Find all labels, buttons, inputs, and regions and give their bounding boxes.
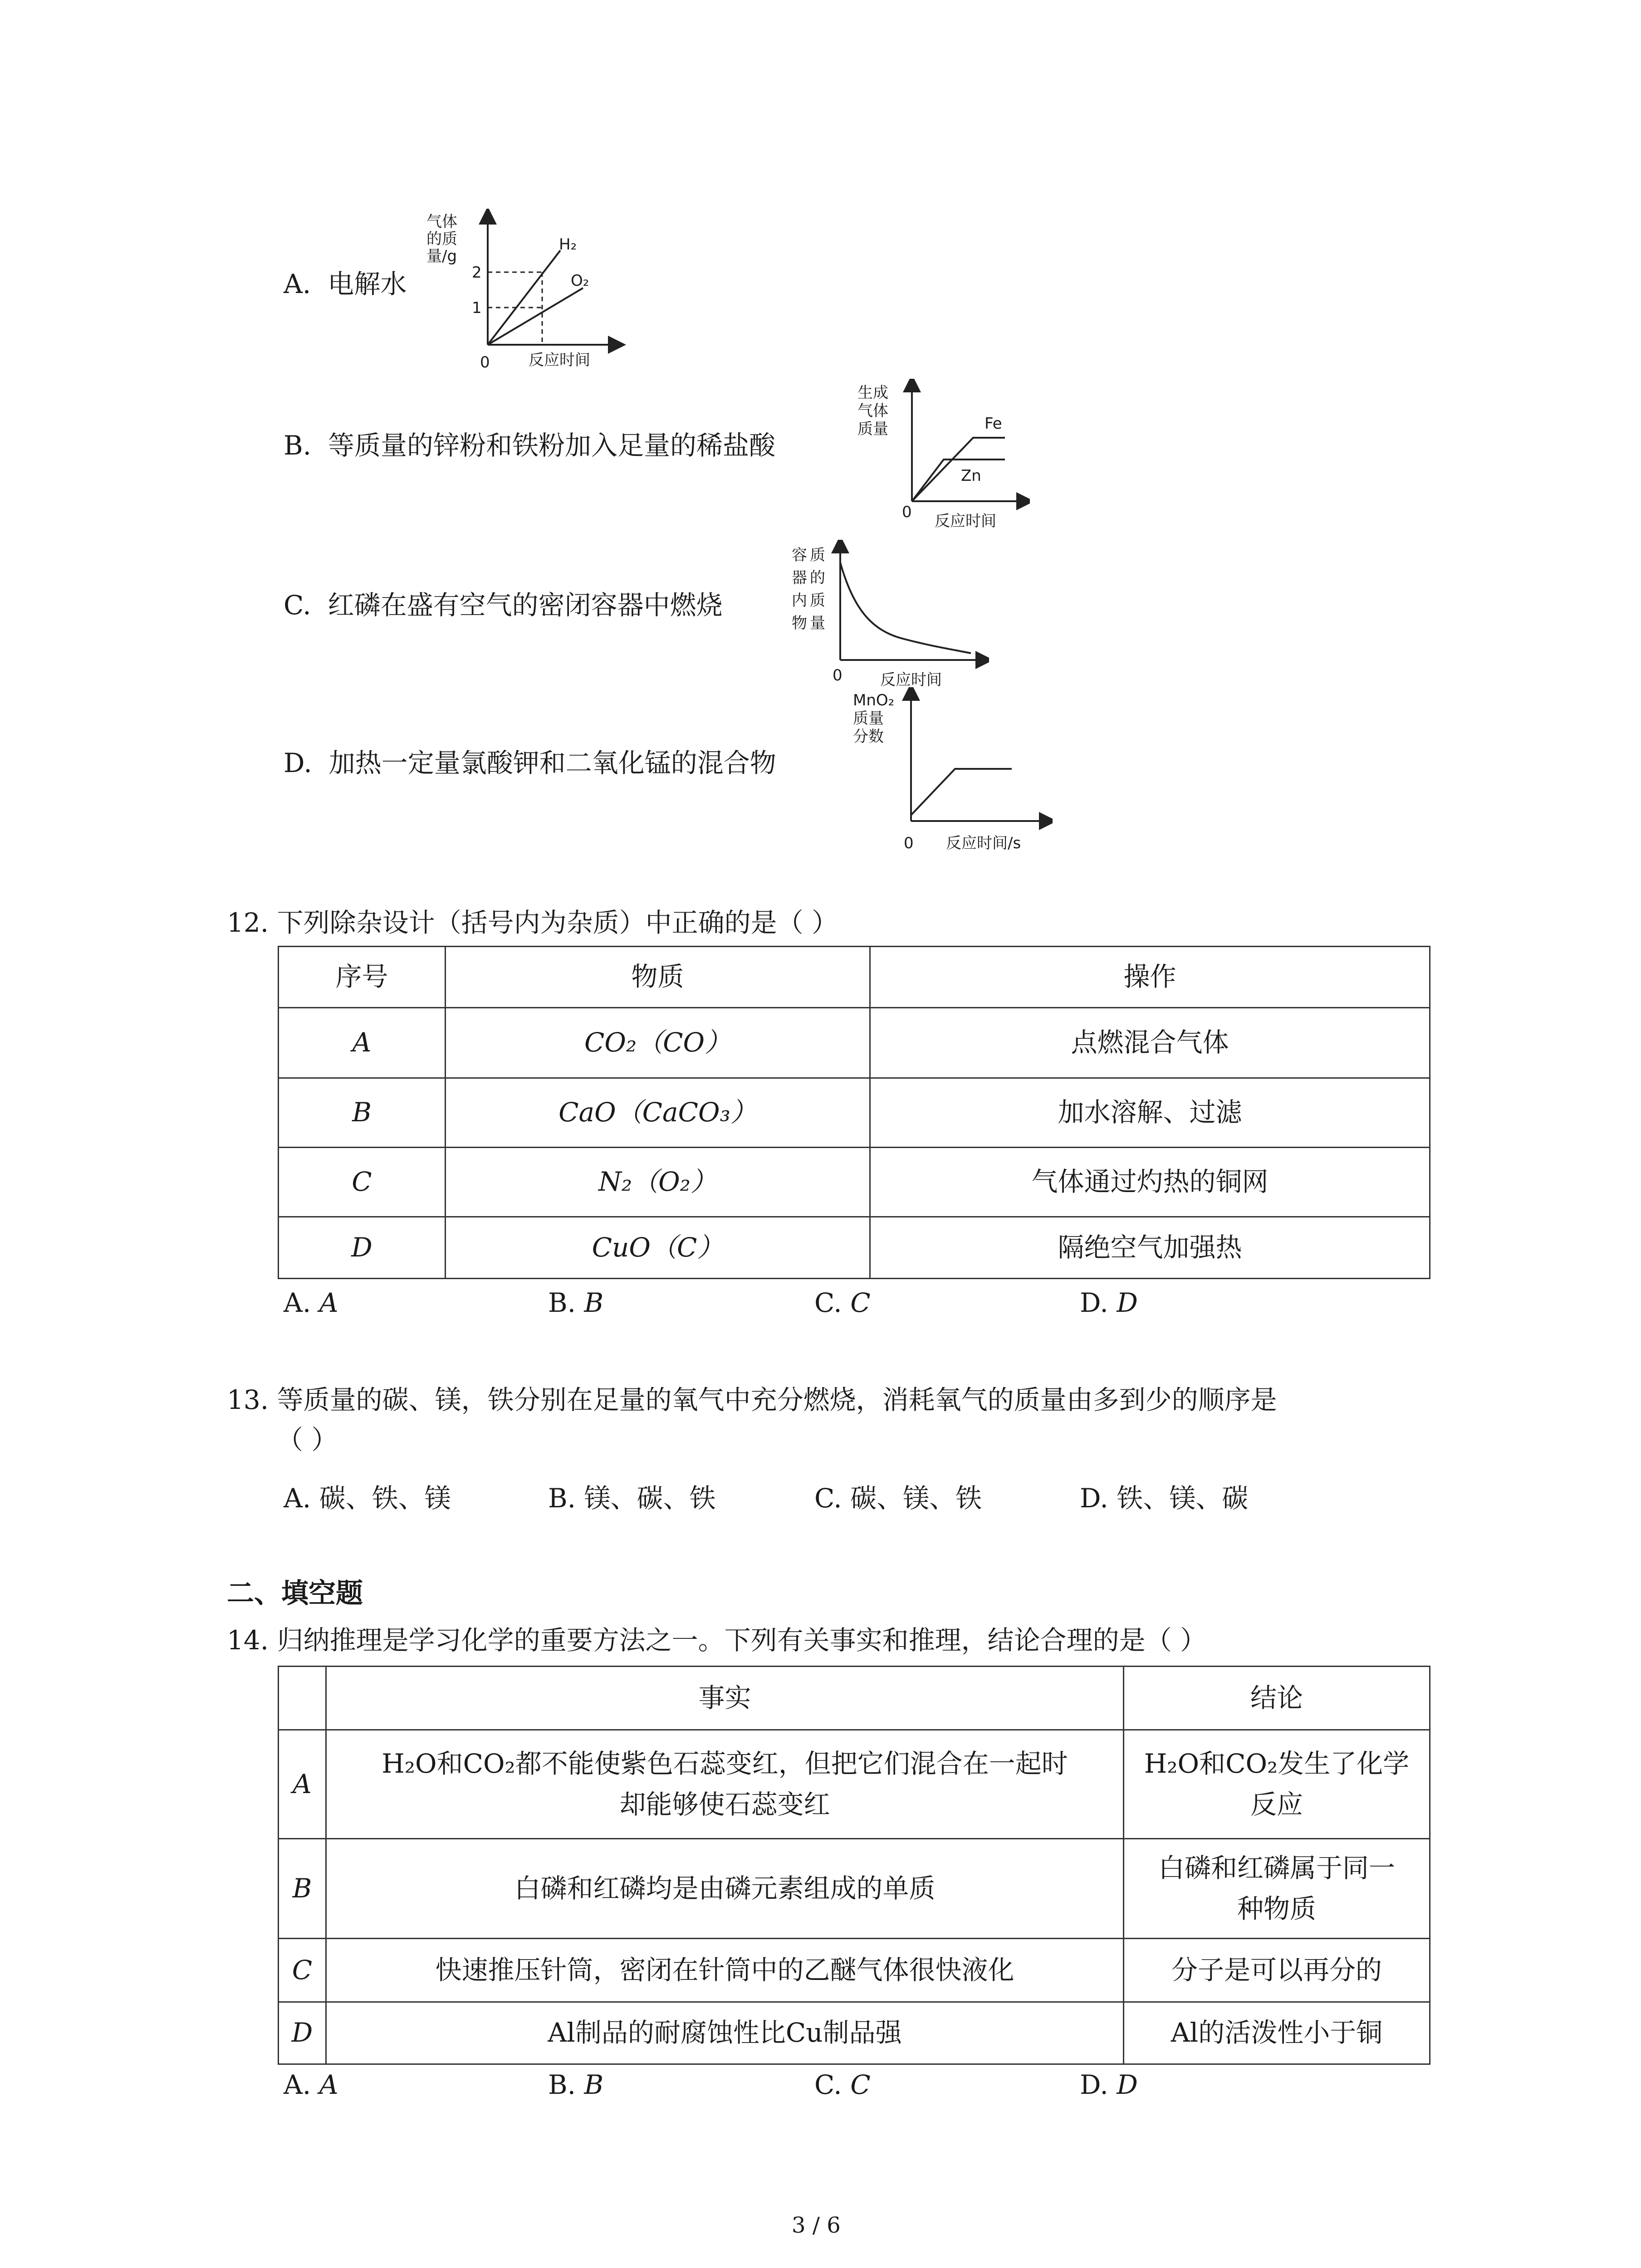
q11-option-b: B. 等质量的锌粉和铁粉加入足量的稀盐酸 bbox=[284, 430, 775, 461]
graph-c-xlabel: 反应时间 bbox=[880, 671, 942, 689]
graph-c-ylabel-r3: 质 bbox=[810, 591, 825, 610]
graph-b-ylabel-1: 生成 bbox=[857, 384, 888, 402]
table-row bbox=[279, 2002, 1430, 2064]
q12-choice-c[interactable]: C. C bbox=[814, 1287, 871, 1318]
graph-d-ylabel-2: 质量 bbox=[853, 709, 884, 728]
q12-row-a-substance: CO₂（CO） bbox=[446, 1008, 870, 1078]
graph-b-origin: 0 bbox=[902, 503, 912, 521]
q12-header-substance: 物质 bbox=[446, 947, 870, 1008]
table-row bbox=[279, 1939, 1430, 2002]
graph-d-ylabel-3: 分数 bbox=[853, 728, 884, 746]
q14-choice-a[interactable]: A. A bbox=[284, 2069, 338, 2100]
q13-stem-line1: 13. 等质量的碳、镁，铁分别在足量的氧气中充分燃烧，消耗氧气的质量由多到少的顺序是 bbox=[227, 1384, 1277, 1415]
graph-a-tick-2: 2 bbox=[472, 264, 482, 282]
q13-choice-c[interactable]: C. 碳、镁、铁 bbox=[814, 1483, 982, 1514]
q14-row-b-conclusion: 白磷和红磷属于同一 种物质 bbox=[1124, 1839, 1430, 1939]
q14-row-d-id: D bbox=[279, 2002, 326, 2064]
graph-c bbox=[785, 540, 989, 694]
graph-b-series-zn: Zn bbox=[961, 467, 981, 485]
q12-row-d-operation: 隔绝空气加强热 bbox=[870, 1217, 1430, 1279]
q14-header-conclusion: 结论 bbox=[1124, 1667, 1430, 1730]
q11-option-d: D. 加热一定量氯酸钾和二氧化锰的混合物 bbox=[284, 748, 776, 778]
q13-choice-a[interactable]: A. 碳、铁、镁 bbox=[284, 1483, 451, 1514]
q12-row-a-operation: 点燃混合气体 bbox=[870, 1008, 1430, 1078]
table-row bbox=[279, 1078, 1430, 1148]
q14-row-c-id: C bbox=[279, 1939, 326, 2002]
graph-c-ylabel-r1: 质 bbox=[810, 546, 825, 564]
graph-d-origin: 0 bbox=[904, 834, 914, 852]
graph-a-ylabel-2: 的质 bbox=[426, 230, 457, 248]
q12-header-id: 序号 bbox=[279, 947, 446, 1008]
q12-row-d-substance: CuO（C） bbox=[446, 1217, 870, 1279]
q14-header-blank bbox=[279, 1667, 326, 1730]
graph-d-xlabel: 反应时间/s bbox=[946, 834, 1021, 852]
q14-row-a-fact: H₂O和CO₂都不能使紫色石蕊变红，但把它们混合在一起时 却能够使石蕊变红 bbox=[326, 1730, 1124, 1839]
q11-option-c: C. 红磷在盛有空气的密闭容器中燃烧 bbox=[284, 590, 723, 621]
q13-stem-line2: （ ） bbox=[277, 1424, 338, 1455]
q14-choice-c[interactable]: C. C bbox=[814, 2069, 871, 2100]
q14-row-a-id: A bbox=[279, 1730, 326, 1839]
graph-a-ylabel-1: 气体 bbox=[426, 213, 457, 231]
graph-a-series-o2: O₂ bbox=[571, 272, 589, 290]
q12-row-b-substance: CaO（CaCO₃） bbox=[446, 1078, 870, 1148]
table-row bbox=[279, 1217, 1430, 1279]
q12-row-c-id: C bbox=[279, 1148, 446, 1217]
q12-row-b-operation: 加水溶解、过滤 bbox=[870, 1078, 1430, 1148]
q14-row-b-fact: 白磷和红磷均是由磷元素组成的单质 bbox=[326, 1839, 1124, 1939]
q14-row-c-conclusion: 分子是可以再分的 bbox=[1124, 1939, 1430, 2002]
q11-option-a: A. 电解水 bbox=[284, 269, 407, 299]
q12-row-b-id: B bbox=[279, 1078, 446, 1148]
q14-header-fact: 事实 bbox=[326, 1667, 1124, 1730]
graph-c-ylabel-l3: 内 bbox=[792, 591, 807, 610]
page-number: 3 / 6 bbox=[792, 2213, 841, 2238]
graph-a-tick-1: 1 bbox=[472, 299, 482, 317]
graph-a-ylabel-3: 量/g bbox=[426, 247, 457, 265]
graph-a-series-h2: H₂ bbox=[559, 235, 577, 254]
table-row bbox=[279, 1148, 1430, 1217]
graph-c-ylabel-r2: 的 bbox=[810, 569, 825, 587]
table-row bbox=[279, 1730, 1430, 1839]
graph-c-ylabel-l4: 物 bbox=[792, 614, 807, 632]
graph-d-ylabel-1: MnO₂ bbox=[853, 691, 895, 709]
graph-b-ylabel-2: 气体 bbox=[857, 402, 888, 420]
graph-c-ylabel-l2: 器 bbox=[792, 569, 807, 587]
table-row bbox=[279, 1839, 1430, 1939]
q12-row-a-id: A bbox=[279, 1008, 446, 1078]
graph-c-ylabel-r4: 量 bbox=[810, 614, 825, 632]
graph-b-ylabel-3: 质量 bbox=[857, 420, 888, 438]
q13-choice-b[interactable]: B. 镁、碳、铁 bbox=[548, 1483, 716, 1514]
graph-b-series-fe: Fe bbox=[985, 415, 1002, 433]
q12-table bbox=[278, 946, 1430, 1279]
q14-row-c-fact: 快速推压针筒，密闭在针筒中的乙醚气体很快液化 bbox=[326, 1939, 1124, 2002]
q14-row-a-conclusion: H₂O和CO₂发生了化学 反应 bbox=[1124, 1730, 1430, 1839]
graph-c-origin: 0 bbox=[833, 666, 843, 684]
q14-table bbox=[278, 1666, 1430, 2065]
q12-row-d-id: D bbox=[279, 1217, 446, 1279]
q12-choice-a[interactable]: A. A bbox=[284, 1287, 338, 1318]
table-row bbox=[279, 1008, 1430, 1078]
section-title: 二、填空题 bbox=[227, 1578, 363, 1609]
q12-choice-b[interactable]: B. B bbox=[548, 1287, 604, 1318]
graph-b-xlabel: 反应时间 bbox=[935, 512, 996, 530]
q14-row-d-fact: Al制品的耐腐蚀性比Cu制品强 bbox=[326, 2002, 1124, 2064]
q14-row-b-id: B bbox=[279, 1839, 326, 1939]
q14-choice-d[interactable]: D. D bbox=[1080, 2069, 1138, 2100]
graph-b bbox=[848, 379, 1030, 538]
q14-choice-b[interactable]: B. B bbox=[548, 2069, 604, 2100]
q12-header-operation: 操作 bbox=[870, 947, 1430, 1008]
q14-row-d-conclusion: Al的活泼性小于铜 bbox=[1124, 2002, 1430, 2064]
q12-choice-d[interactable]: D. D bbox=[1080, 1287, 1138, 1318]
q13-choice-d[interactable]: D. 铁、镁、碳 bbox=[1080, 1483, 1249, 1514]
graph-a bbox=[426, 209, 626, 376]
q14-stem: 14. 归纳推理是学习化学的重要方法之一。下列有关事实和推理，结论合理的是（ ） bbox=[227, 1625, 1207, 1656]
q12-stem: 12. 下列除杂设计（括号内为杂质）中正确的是（ ） bbox=[227, 907, 838, 938]
q12-row-c-operation: 气体通过灼热的铜网 bbox=[870, 1148, 1430, 1217]
q12-row-c-substance: N₂（O₂） bbox=[446, 1148, 870, 1217]
graph-a-origin: 0 bbox=[480, 353, 490, 371]
graph-a-xlabel: 反应时间 bbox=[529, 351, 590, 369]
graph-c-ylabel-l1: 容 bbox=[792, 546, 807, 564]
graph-d bbox=[844, 687, 1053, 860]
